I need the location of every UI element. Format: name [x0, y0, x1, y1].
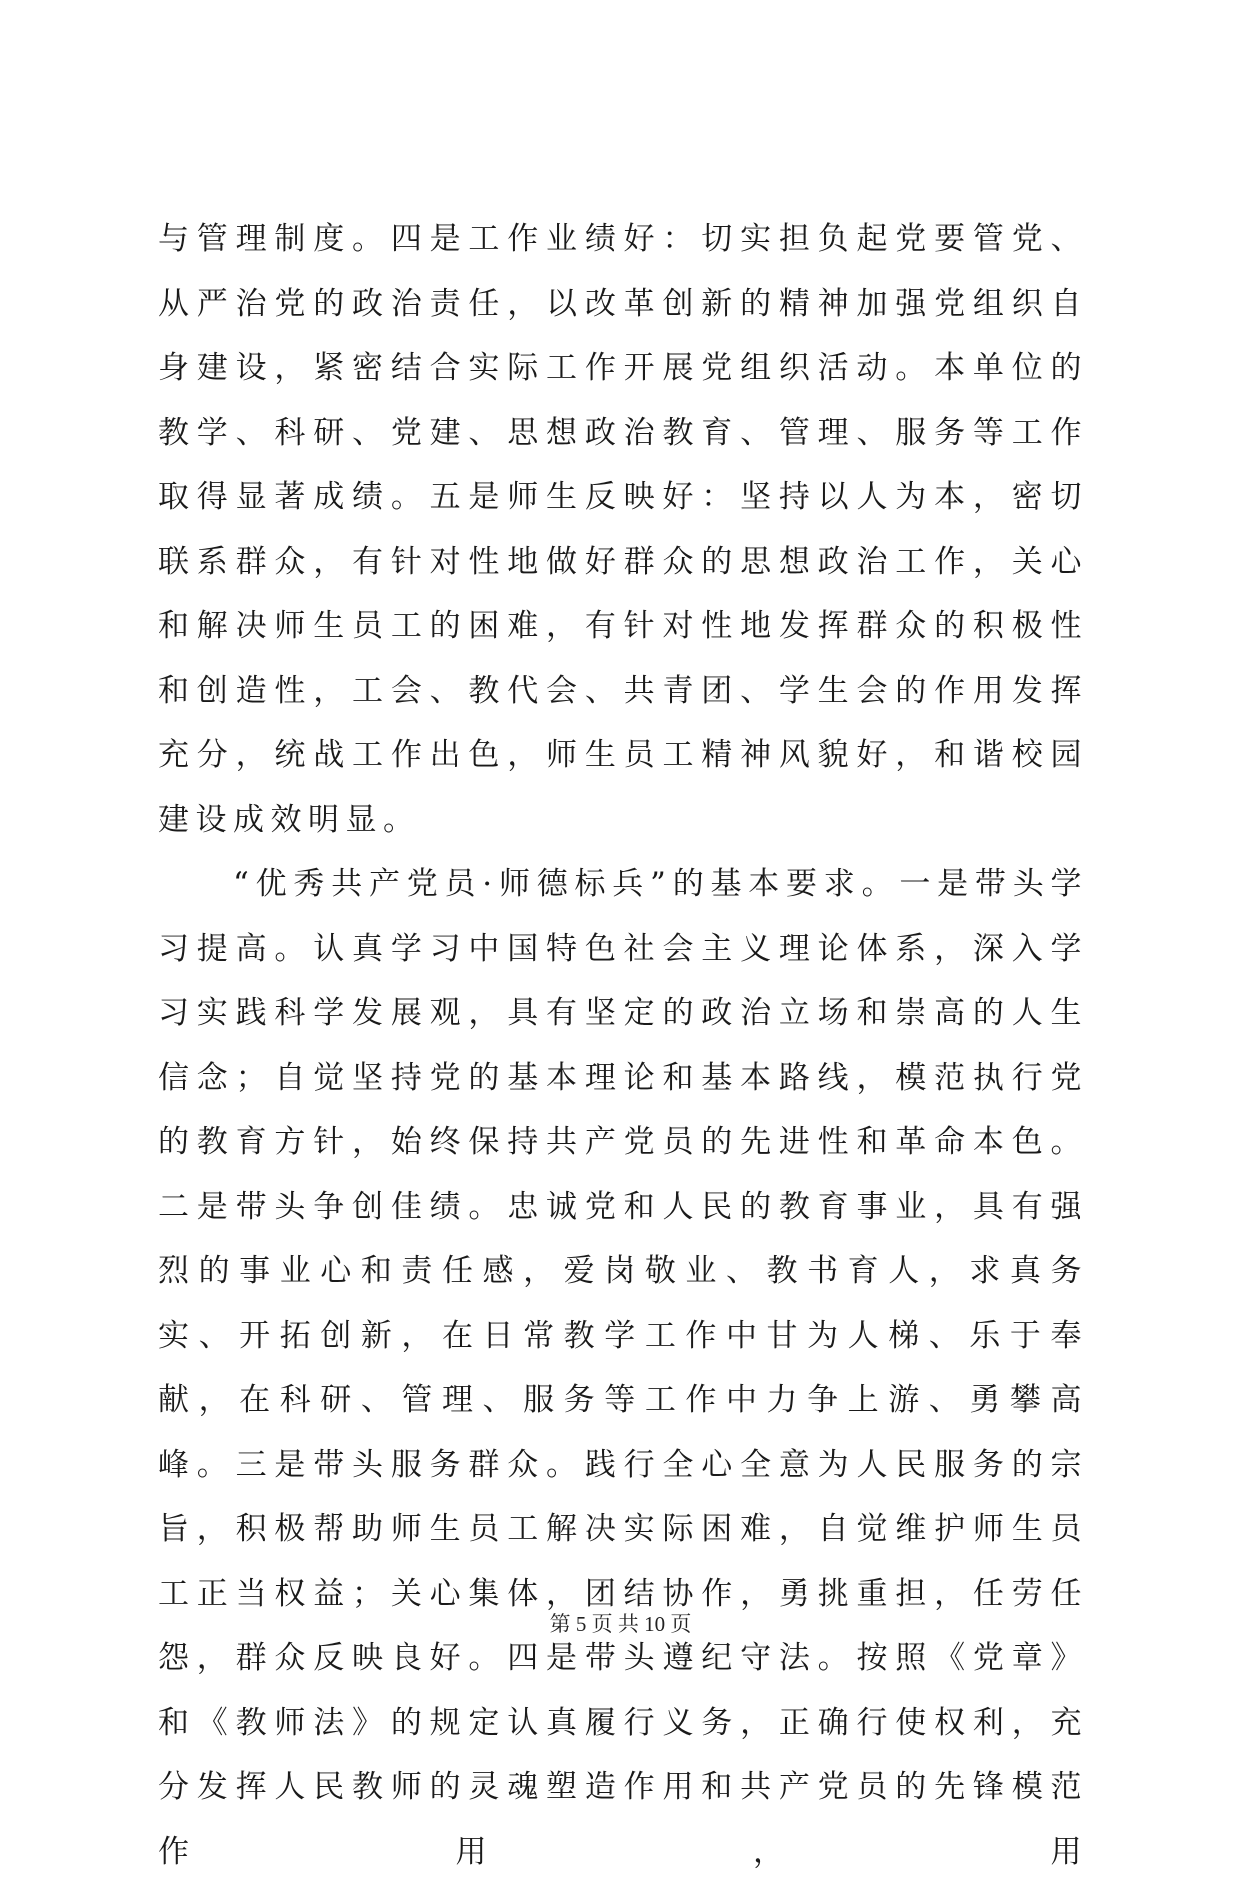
paragraph-1: 与管理制度。四是工作业绩好：切实担负起党要管党、从严治党的政治责任，以改革创新的精神加强党组织自身建设，紧密结合实际工作开展党组织活动。本单位的教学、科研、党建、思想政治教育、管理、服务等工作取得显著成绩。五是师生反映好：坚持以人为本，密切联系群众，有针对性地做好群众的思想政治工作，关心和解决师生员工的困难，有针对性地发挥群众的积极性和创造性，工会、教代会、共青团、学生会的作用发挥充分，统战工作出色，师生员工精神风貌好，和谐校园建设成效明显。 [158, 221, 1088, 838]
page-number-footer: 第 5 页 共 10 页 [549, 1612, 692, 1636]
paragraph-2: “优秀共产党员·师德标兵”的基本要求。一是带头学习提高。认真学习中国特色社会主义理论体系，深入学习实践科学发展观，具有坚定的政治立场和崇高的人生信念；自觉坚持党的基本理论和基本路线，模范执行党的教育方针，始终保持共产党员的先进性和革命本色。二是带头争创佳绩。忠诚党和人民的教育事业，具有强烈的事业心和责任感，爱岗敬业、教书育人，求真务实、开拓创新，在日常教学工作中甘为人梯、乐于奉献，在科研、管理、服务等工作中力争上游、勇攀高峰。三是带头服务群众。践行全心全意为人民服务的宗旨，积极帮助师生员工解决实际困难，自觉维护师生员工正当权益；关心集体，团结协作，勇挑重担，任劳任怨，群众反映良好。四是带头遵纪守法。按照《党章》和《教师法》的规定认真履行义务，正确行使权利，充分发挥人民教师的灵魂塑造作用和共产党员的先锋模范作用，用 [158, 866, 1088, 1870]
